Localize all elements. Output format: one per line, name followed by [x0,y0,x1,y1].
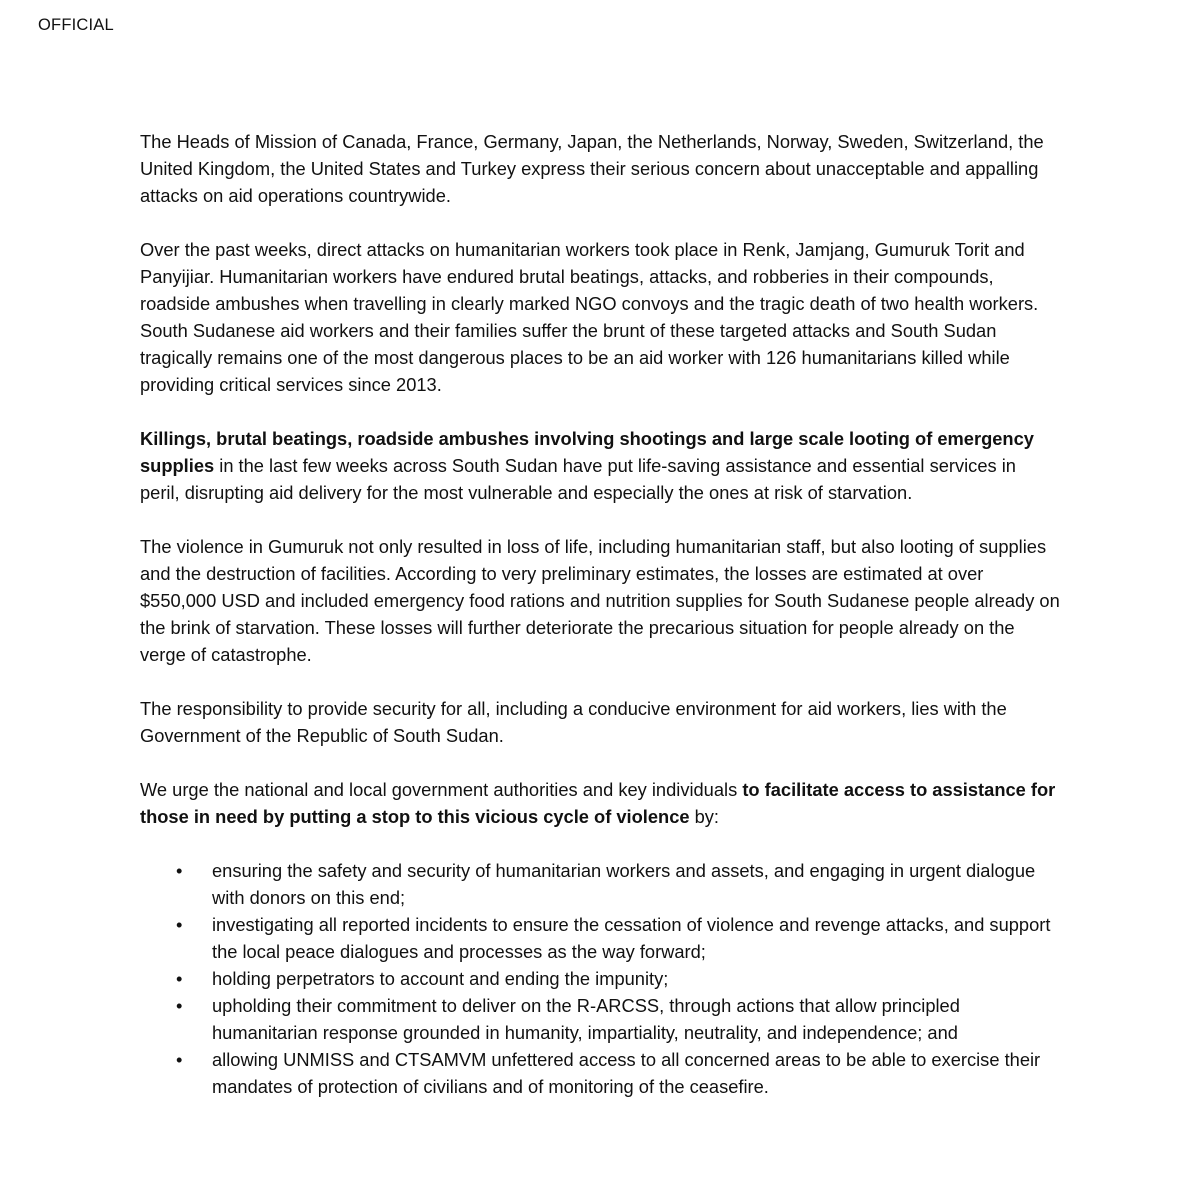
paragraph-responsibility: The responsibility to provide security for all, including a conducive environment for aid workers, lies with the Government of the Republic of South Sudan. [140,698,1007,746]
bullet-icon: • [176,860,183,881]
bullet-icon: • [176,995,183,1016]
list-item-text: ensuring the safety and security of humanitarian workers and assets, and engaging in urgent dialogue with donors on this end; [212,860,1036,908]
paragraph-heads-of-mission: The Heads of Mission of Canada, France, Germany, Japan, the Netherlands, Norway, Sweden, Switzerland, the United Kingdom, the United States and Turkey express their serious concern about unacceptable and appalling attacks on aid operations countrywide. [140,131,1044,206]
paragraph-killings [140,425,1060,506]
statement-body [140,128,1060,1100]
list-item-text: allowing UNMISS and CTSAMVM unfettered access to all concerned areas to be able to exercise their mandates of protection of civilians and of monitoring of the ceasefire. [212,1049,1041,1097]
bullet-icon: • [176,968,183,989]
bullet-icon: • [176,914,183,935]
list-item [140,911,1060,965]
paragraph-killings-bold: Killings, brutal beatings, roadside ambushes involving shootings and large scale looting of emergency supplies [140,428,1034,476]
list-item-text: upholding their commitment to deliver on the R-ARCSS, through actions that allow principled humanitarian response grounded in humanity, impartiality, neutrality, and independence; and [212,995,960,1043]
list-item [140,1046,1060,1100]
action-list [140,857,1060,1100]
list-item-text: holding perpetrators to account and ending the impunity; [212,968,669,989]
list-item-text: investigating all reported incidents to ensure the cessation of violence and revenge attacks, and support the local peace dialogues and processes as the way forward; [212,914,1051,962]
classification-label: OFFICIAL [38,16,114,34]
paragraph-killings-rest: in the last few weeks across South Sudan have put life-saving assistance and essential services in peril, disrupting aid delivery for the most vulnerable and especially the ones at risk of starvation. [140,455,1016,503]
paragraph-urge-start: We urge the national and local government authorities and key individuals [140,779,743,800]
paragraph-urge-end: by: [689,806,720,827]
paragraph-urge [140,776,1060,830]
paragraph-attacks-overview: Over the past weeks, direct attacks on humanitarian workers took place in Renk, Jamjang, Gumuruk Torit and Panyijiar. Humanitarian workers have endured brutal beatings, attacks, and robberies in their compounds, roadside ambushes when travelling in clearly marked NGO convoys and the tragic death of two health workers. South Sudanese aid workers and their families suffer the brunt of these targeted attacks and South Sudan tragically remains one of the most dangerous places to be an aid worker with 126 humanitarians killed while providing critical services since 2013. [140,239,1039,395]
bullet-icon: • [176,1049,183,1070]
paragraph-gumuruk-violence: The violence in Gumuruk not only resulted in loss of life, including humanitarian staff, but also looting of supplies and the destruction of facilities. According to very preliminary estimates, the losses are estimated at over $550,000 USD and included emergency food rations and nutrition supplies for South Sudanese people already on the brink of starvation. These losses will further deteriorate the precarious situation for people already on the verge of catastrophe. [140,536,1060,665]
list-item [140,992,1060,1046]
paragraph-urge-bold: to facilitate access to assistance for those in need by putting a stop to this vicious cycle of violence [140,779,1056,827]
list-item [140,965,1060,992]
list-item [140,857,1060,911]
